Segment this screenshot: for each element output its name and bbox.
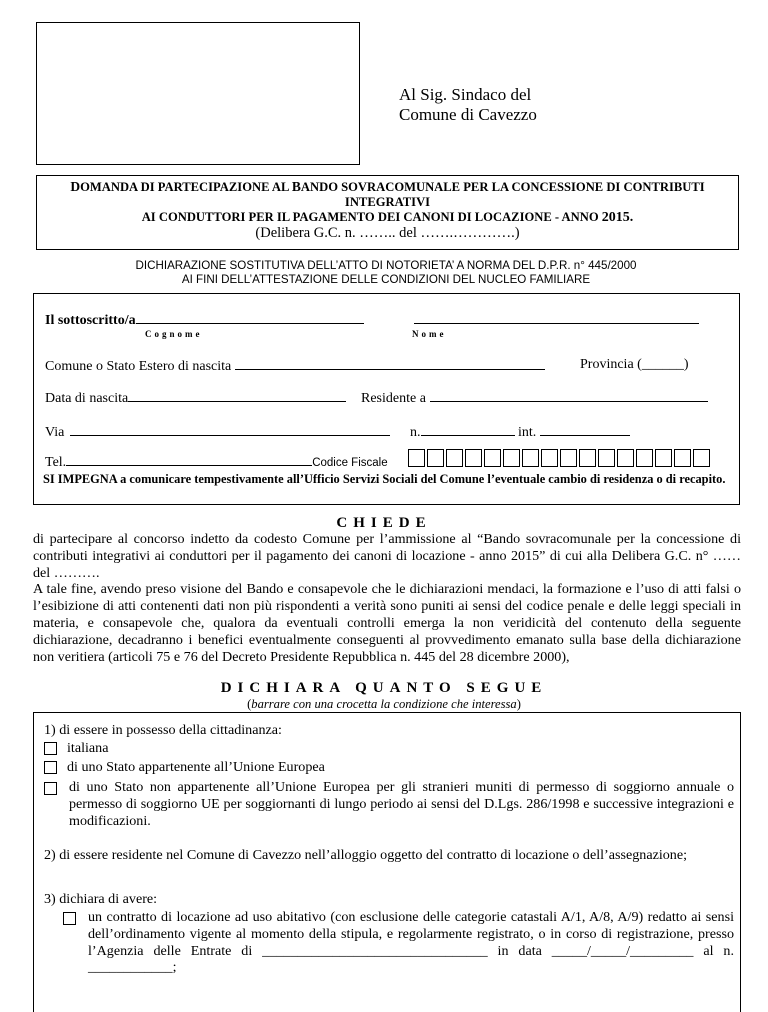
cf-box[interactable] [617,449,634,467]
chiede-heading: CHIEDE [336,515,432,531]
option-extra-ue-label: di uno Stato non appartenente all’Unione Europea per gli stranieri muniti di permesso di soggiorno annuale o permesso di soggiorno UE per soggiornanti di lungo periodo ai sensi del D.Lgs. 286/1998 e successive integrazioni e modificazioni. [69,779,734,829]
recipient-line1: Al Sig. Sindaco del [399,85,532,104]
comune-nascita-field[interactable] [235,357,545,370]
subtitle-open: ( [247,697,252,711]
option-ue [44,759,734,776]
nome-field[interactable] [414,311,699,324]
option-contratto [63,909,734,976]
title-line1-a: OMANDA DI PARTECIPAZIONE AL [80,180,292,194]
numero-row [410,423,630,441]
nascita-row [45,357,545,375]
item-2: 2) di essere residente nel Comune di Cavezzo nell’alloggio oggetto del contratto di locazione o dell’assegnazione; [44,847,688,863]
title-line1-b: ANDO SOVRACOMUNALE PER LA CONCESSIONE DI CONTRIBUTI [300,180,705,194]
declaration-line1: DICHIARAZIONE SOSTITUTIVA DELL’ATTO DI NOTORIETA’ A NORMA DEL D.P.R. n° 445/2000 [135,259,637,272]
data-nascita-row [45,389,346,407]
sottoscritto-label: Il sottoscritto/a [45,313,136,328]
cf-box[interactable] [636,449,653,467]
cf-box[interactable] [484,449,501,467]
cf-box[interactable] [522,449,539,467]
interno-field[interactable] [540,423,630,436]
numero-field[interactable] [421,423,515,436]
option-ue-label: di uno Stato appartenente all’Unione Europea [67,759,325,775]
chiede-paragraph-2: A tale fine, avendo preso visione del Bando e consapevole che le dichiarazioni mendaci, la formazione e l’uso di atti falsi o l’esibizione di atti contenenti dati non più rispondenti a verità sono puniti ai sensi del codice penale e delle leggi speciali in materia, e consapevole che, qualora da eventuali controlli emerga la non veridicità del contenuto della seguente dichiarazione, decadranno i benefici eventualmente conseguenti al provvedimento emanato sulla base della dichiarazione non veritiera (articoli 75 e 76 del Decreto Presidente Repubblica n. 445 del 28 dicembre 2000), [33,581,741,665]
codice-fiscale-label: Codice Fiscale [312,457,388,469]
checkbox-extra-ue[interactable] [44,782,57,795]
cf-box[interactable] [693,449,710,467]
title-line2: INTEGRATIVI [344,195,431,209]
cf-box[interactable] [465,449,482,467]
title-initial-b: B [291,179,301,194]
cognome-label: Cognome [145,329,203,339]
option-extra-ue [44,779,734,829]
tel-field[interactable] [66,453,312,466]
title-line4: (Delibera G.C. n. …….. del …….………….) [255,225,520,241]
via-field[interactable] [70,423,390,436]
impegna-notice: SI IMPEGNA a comunicare tempestivamente all’Ufficio Servizi Sociali del Comune l’eventuale cambio di residenza o di recapito. [43,472,726,486]
cf-box[interactable] [541,449,558,467]
title-initial-d: D [70,179,81,194]
checkbox-contratto[interactable] [63,912,76,925]
cognome-field[interactable] [136,311,364,324]
dichiara-heading: DICHIARA QUANTO SEGUE [220,680,548,696]
recipient-line2: Comune di Cavezzo [399,105,537,124]
cf-box[interactable] [503,449,520,467]
cf-box[interactable] [560,449,577,467]
codice-fiscale-boxes[interactable] [408,449,712,467]
title-year: 2015. [601,210,634,225]
sottoscritto-row [45,311,364,329]
cf-box[interactable] [446,449,463,467]
subtitle-text: barrare con una crocetta la condizione che interessa [251,697,517,711]
option-italiana [44,740,734,757]
checkbox-ue[interactable] [44,761,57,774]
declaration-heading [30,259,742,287]
subtitle-close: ) [516,697,521,711]
residente-field[interactable] [430,389,708,402]
residente-row [361,389,708,407]
numero-label: n. [410,425,421,440]
cf-box[interactable] [427,449,444,467]
chiede-body [33,531,741,665]
data-nascita-field[interactable] [128,389,346,402]
interno-label: int. [518,425,537,440]
title-line1 [37,179,738,195]
recipient [399,85,537,125]
option-contratto-label: un contratto di locazione ad uso abitativo (con esclusione delle categorie catastali A/1, A/8, A/9) redatto ai sensi dell’ordinamento vigente al momento della stipula, e regolarmente registrato, o in corso di registrazione, presso l’Agenzia delle Entrate di ________________________________ in data _____/_____/_________ al n. ____________; [88,909,734,976]
tel-label: Tel. [45,455,67,470]
via-row [45,423,390,441]
tel-row [45,453,388,471]
provincia-label[interactable]: Provincia (______) [580,357,689,372]
title-line3-text: AI CONDUTTORI PER IL PAGAMENTO DEI CANONI DI LOCAZIONE - ANNO [141,210,599,224]
residente-label: Residente a [361,391,426,406]
via-label: Via [45,425,65,440]
item-3: 3) dichiara di avere: [44,891,158,907]
cf-box[interactable] [408,449,425,467]
dichiara-subtitle [0,697,768,712]
cf-box[interactable] [655,449,672,467]
declaration-line2: AI FINI DELL’ATTESTAZIONE DELLE CONDIZIONI DEL NUCLEO FAMILIARE [181,273,591,286]
cf-box[interactable] [598,449,615,467]
cf-box[interactable] [674,449,691,467]
option-italiana-label: italiana [67,740,109,756]
cf-box[interactable] [579,449,596,467]
title-box [36,175,739,250]
comune-nascita-label: Comune o Stato Estero di nascita [45,359,232,374]
nome-label: Nome [412,329,447,339]
stamp-box [36,22,360,165]
checkbox-italiana[interactable] [44,742,57,755]
item-1: 1) di essere in possesso della cittadinanza: [44,722,282,738]
data-nascita-label: Data di nascita [45,391,129,406]
title-line3 [37,210,738,225]
chiede-paragraph-1: di partecipare al concorso indetto da codesto Comune per l’ammissione al “Bando sovracomunale per la concessione di contributi integrativi ai conduttori per il pagamento dei canoni di locazione - anno 2015” di cui alla Delibera G.C. n° …… del ………. [33,531,741,581]
